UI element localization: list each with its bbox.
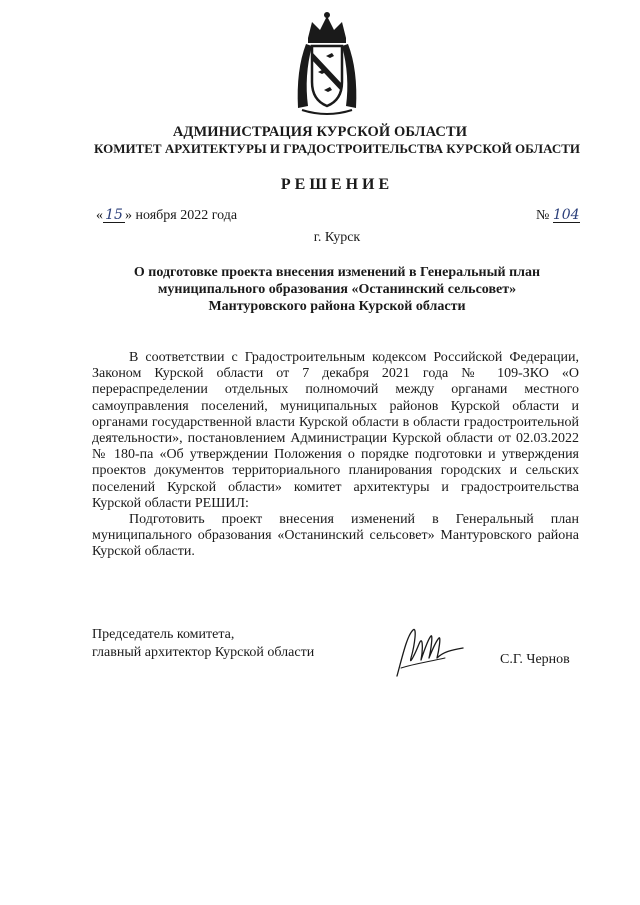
signatory-name: С.Г. Чернов — [500, 652, 570, 667]
decision-number — [536, 208, 580, 224]
place-of-issue: г. Курск — [313, 230, 361, 245]
body-paragraph-resolution: Подготовить проект внесения изменений в Генеральный план муниципального образования «Останинский сельсовет» Мантуровского района Курской области. — [92, 512, 579, 560]
document-type-title: РЕШЕНИЕ — [280, 176, 394, 193]
date-month-year: » ноября 2022 года — [125, 208, 238, 223]
date-day-handwritten: 15 — [103, 208, 125, 223]
decision-body — [92, 350, 579, 561]
body-paragraph-preamble: В соответствии с Градостроительным кодексом Российской Федерации, Законом Курской области от 7 декабря 2021 года № 109-ЗКО «О перераспределении отдельных полномочий между органами местного самоуправления поселений, муниципальных районов Курской области и органами государственной власти Курской области в области градостроительной деятельности», постановлением Администрации Курской области от 02.03.2022 № 180-па «Об утверждении Положения о порядке подготовки и утверждения проектов документов территориального планирования городских и сельских поселений Курской области» комитет архитектуры и градостроительства Курской области РЕШИЛ: — [92, 350, 579, 511]
signatory-title-line: главный архитектор Курской области — [92, 645, 315, 660]
subject-line: Мантуровского района Курской области — [208, 299, 466, 314]
decision-date — [96, 208, 237, 224]
signatory-title — [92, 626, 314, 662]
decision-subject — [100, 264, 574, 315]
organization-name: АДМИНИСТРАЦИЯ КУРСКОЙ ОБЛАСТИ — [172, 124, 468, 140]
kursk-coat-of-arms-icon — [294, 10, 360, 118]
date-open-quote: « — [96, 208, 103, 223]
number-handwritten: 104 — [552, 207, 580, 223]
number-prefix: № — [536, 208, 550, 223]
subject-line: О подготовке проекта внесения изменений в Генеральный план — [133, 265, 541, 280]
signatory-title-line: Председатель комитета, — [92, 627, 235, 642]
subject-line: муниципального образования «Останинский сельсовет» — [157, 282, 517, 297]
committee-name: КОМИТЕТ АРХИТЕКТУРЫ И ГРАДОСТРОИТЕЛЬСТВА КУРСКОЙ ОБЛАСТИ — [93, 141, 581, 156]
handwritten-signature — [393, 624, 465, 680]
